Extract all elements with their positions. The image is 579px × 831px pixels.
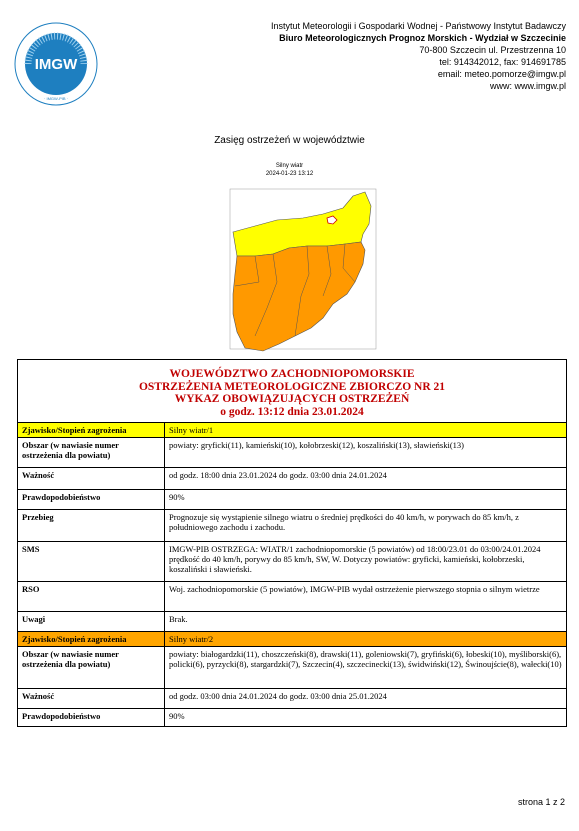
- w1-remarks-row: [18, 612, 567, 632]
- w1-course-row: [18, 510, 567, 542]
- header-line-1: Instytut Meteorologii i Gospodarki Wodnej - Państwowy Instytut Badawczy: [271, 21, 566, 31]
- w2-validity-value: od godz. 03:00 dnia 24.01.2024 do godz. 03:00 dnia 25.01.2024: [165, 689, 567, 709]
- warning-map: [215, 186, 378, 356]
- title-list: WYKAZ OBOWIĄZUJĄCYCH OSTRZEŻEŃ: [174, 393, 410, 405]
- logo-text: IMGW: [34, 56, 78, 73]
- label-probability: Prawdopodobieństwo: [18, 490, 165, 510]
- title-warning-number: OSTRZEŻENIA METEOROLOGICZNE ZBIORCZO NR 21: [138, 380, 446, 393]
- w1-rso-row: [18, 582, 567, 612]
- w1-phenomenon-row: [18, 423, 567, 438]
- label-area: Obszar (w nawiasie numer ostrzeżenia dla powiatu): [18, 647, 165, 689]
- w1-sms-value: IMGW-PIB OSTRZEGA: WIATR/1 zachodniopomorskie (5 powiatów) od 18:00/23.01 do 03:00/24.01.2024 prędkość do 40 km/h, porywy do 85 km/h, SW, W. Dotyczy powiatów: gryficki, kamieński, kołobrzeski, koszaliński i sławieński.: [165, 542, 567, 582]
- label-validity: Ważność: [18, 689, 165, 709]
- w2-phenomenon-value: Silny wiatr/2: [165, 632, 567, 647]
- w2-validity-row: [18, 689, 567, 709]
- w1-rso-value: Woj. zachodniopomorskie (5 powiatów), IMGW-PIB wydał ostrzeżenie pierwszego stopnia o silnym wietrze: [165, 582, 567, 612]
- label-phenomenon: Zjawisko/Stopień zagrożenia: [18, 423, 165, 438]
- w1-validity-value: od godz. 18:00 dnia 23.01.2024 do godz. 03:00 dnia 24.01.2024: [165, 468, 567, 490]
- label-remarks: Uwagi: [18, 612, 165, 632]
- title-time: o godz. 13:12 dnia 23.01.2024: [220, 405, 364, 418]
- w1-probability-value: 90%: [165, 490, 567, 510]
- header-line-2: Biuro Meteorologicznych Prognoz Morskich - Wydział w Szczecinie: [279, 33, 566, 43]
- label-phenomenon: Zjawisko/Stopień zagrożenia: [18, 632, 165, 647]
- w2-probability-value: 90%: [165, 709, 567, 727]
- w2-area-value: powiaty: białogardzki(11), choszczeński(8), drawski(11), goleniowski(7), gryfiński(6), łobeski(10), myśliborski(6), policki(6), pyrzycki(8), stargardzki(7), Szczecin(4), szczecinecki(13), świdwiński(12), Świnoujście(8), wałecki(10): [165, 647, 567, 689]
- w1-course-value: Prognozuje się wystąpienie silnego wiatru o średniej prędkości do 40 km/h, w porywach do 85 km/h, z południowego zachodu i zachodu.: [165, 510, 567, 542]
- header-address: 70-800 Szczecin ul. Przestrzenna 10: [419, 45, 566, 55]
- label-probability: Prawdopodobieństwo: [18, 709, 165, 727]
- label-validity: Ważność: [18, 468, 165, 490]
- w1-remarks-value: Brak.: [165, 612, 567, 632]
- w1-phenomenon-value: Silny wiatr/1: [165, 423, 567, 438]
- header-email[interactable]: email: meteo.pomorze@imgw.pl: [437, 69, 566, 79]
- w2-probability-row: [18, 709, 567, 727]
- w2-area-row: [18, 647, 567, 689]
- label-sms: SMS: [18, 542, 165, 582]
- institution-header: [271, 20, 566, 92]
- label-area: Obszar (w nawiasie numer ostrzeżenia dla powiatu): [18, 438, 165, 468]
- w1-area-row: [18, 438, 567, 468]
- map-subtitle-phenomenon: Silny wiatr: [275, 163, 304, 169]
- map-title: Zasięg ostrzeżeń w województwie: [214, 135, 365, 146]
- w1-probability-row: [18, 490, 567, 510]
- header-phone: tel: 914342012, fax: 914691785: [439, 57, 566, 67]
- header-www[interactable]: www: www.imgw.pl: [489, 81, 566, 91]
- page-number: strona 1 z 2: [517, 797, 565, 807]
- w1-sms-row: [18, 542, 567, 582]
- w2-phenomenon-row: [18, 632, 567, 647]
- svg-text:· IMGW-PIB ·: · IMGW-PIB ·: [44, 96, 68, 101]
- warning-title: [18, 360, 567, 423]
- map-subtitle-date: 2024-01-23 13:12: [265, 171, 314, 177]
- w1-area-value: powiaty: gryficki(11), kamieński(10), kołobrzeski(12), koszaliński(13), sławieński(13): [165, 438, 567, 468]
- title-voivodeship: WOJEWÓDZTWO ZACHODNIOPOMORSKIE: [169, 368, 415, 380]
- warnings-table: [17, 359, 567, 727]
- imgw-logo: [14, 22, 98, 106]
- label-rso: RSO: [18, 582, 165, 612]
- w1-validity-row: [18, 468, 567, 490]
- label-course: Przebieg: [18, 510, 165, 542]
